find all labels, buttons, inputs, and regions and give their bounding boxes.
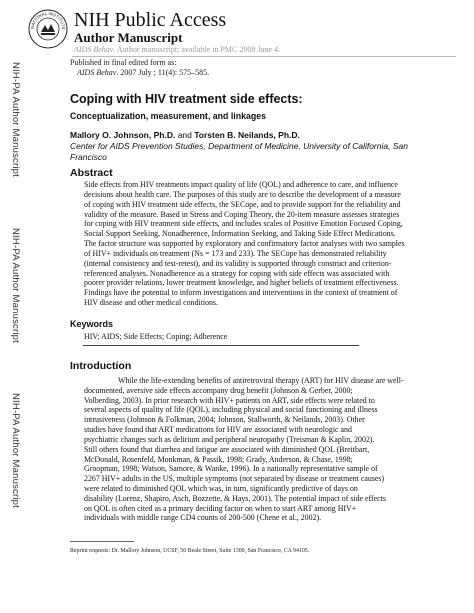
abstract-line: HIV disease and other medical conditions. — [84, 298, 218, 308]
reprint-footnote: Reprint requests: Dr. Mallory Johnson, UCSF, 50 Beale Street, Suite 1300, San Francisco, CA 94105. — [70, 548, 310, 554]
intro-line: on QOL is often cited as a primary deciding factor on when to start ART among HIV+ — [84, 503, 357, 513]
intro-line: 2267 HIV+ adults in the US, multiple symptoms (not separated by disease or treatment causes) — [84, 474, 385, 484]
svg-text:NATIONAL INSTITUTES OF HEALTH: NATIONAL INSTITUTE — [29, 11, 67, 30]
abstract-line: Side effects from HIV treatments impact quality of life (QOL) and adherence to care, and influence — [84, 180, 398, 189]
intro-line: were related to diminished QOL which was, in turn, significantly predictive of days on — [84, 483, 358, 493]
article-title: Coping with HIV treatment side effects: — [70, 92, 303, 106]
intro-line: several aspects of quality of life (QOL), including physical and social functioning and illness — [84, 405, 378, 415]
abstract-line: poorer provider relations, lower treatment knowledge, and higher beliefs of treatment effectiveness. — [84, 278, 399, 288]
abstract-line: Social Support Seeking, Nonadherence, Information Seeking, and Taking Side Effect Medications. — [84, 229, 396, 239]
nih-public-access-title: NIH Public Access — [74, 9, 227, 31]
author-1: Mallory O. Johnson, Ph.D. — [70, 130, 176, 140]
availability-note — [74, 45, 280, 54]
abstract-line: (internal consistency and test-retest), and its validity is supported through construct and criterion- — [84, 258, 392, 268]
side-label-2: NIH-PA Author Manuscript — [10, 228, 21, 343]
footnote-divider — [70, 541, 134, 542]
abstract-line: referenced analyses. Nonadherence as a strategy for coping with side effects was associated with — [84, 268, 390, 278]
journal-name: AIDS Behav — [74, 45, 114, 54]
abstract-line: of HIV+ individuals on treatment (Ns = 173 and 233). The SECope has demonstrated reliability — [84, 248, 387, 258]
author-affiliation: Center for AIDS Prevention Studies, Department of Medicine, University of California, San Francisco — [70, 141, 408, 162]
citation-journal: AIDS Behav — [77, 68, 117, 77]
introduction-heading: Introduction — [70, 360, 132, 372]
intro-line: intrusiveness (Johnson & Folkman, 2004; Johnson, Stallworth, & Neilands, 2003). Other — [84, 415, 365, 425]
abstract-line: decisions about health care. The purposes of this study are to describe the development of a measure — [84, 189, 401, 199]
abstract-line: The factor structure was supported by exploratory and confirmatory factor analyses with two samples — [84, 239, 405, 249]
intro-line: Volberding, 2003). In prior research with HIV+ patients on ART, side effects were related to — [84, 395, 375, 405]
intro-line: Groopman, 1998; Watson, Samore, & Wanke, 1996). In a nationally representative sample of — [84, 464, 378, 474]
author-manuscript-label: Author Manuscript — [74, 30, 183, 45]
author-list — [70, 130, 300, 140]
intro-line: individuals with middle range CD4 counts of 200-500 (Chene et al., 2002). — [84, 513, 322, 523]
availability-text: . Author manuscript; available in PMC 2008 June 4. — [113, 45, 280, 54]
intro-line: Still others found that diarrhea and fatigue are associated with diminished QOL (Breitbart, — [84, 444, 370, 454]
header-divider — [72, 56, 456, 57]
abstract-line: Findings have the potential to inform investigations and interventions in the context of treatment of — [84, 288, 398, 298]
abstract-line: validity of the measure. Based in Stress and Coping Theory, the 20-item measure assesses strategies — [84, 209, 400, 219]
citation-details: . 2007 July ; 11(4): 575–585. — [116, 68, 210, 77]
published-as-label: Published in final edited form as: — [70, 58, 177, 67]
introduction-body — [84, 376, 406, 523]
publication-info — [70, 58, 209, 78]
abstract-line: of coping with HIV treatment side effects, the SECope, and to provide support for the reliability and — [84, 199, 401, 209]
keywords-heading: Keywords — [70, 319, 114, 329]
author-joiner: and — [175, 130, 195, 140]
nih-seal-logo — [28, 9, 68, 49]
abstract-line: for coping with HIV treatment side effects, and includes scales of Positive Emotion Focused Coping, — [84, 219, 403, 229]
citation — [70, 68, 209, 78]
intro-line: McDonald, Rosenfeld, Monkman, & Passik, 1998; Grady, Anderson, & Chase, 1998; — [84, 454, 353, 464]
intro-line: studies have found that ART medications for HIV are associated with neurologic and — [84, 425, 352, 435]
keywords-divider — [83, 345, 359, 346]
abstract-body — [84, 180, 405, 308]
keywords-list: HIV; AIDS; Side Effects; Coping; Adherence — [84, 332, 228, 341]
article-subtitle: Conceptualization, measurement, and linkages — [70, 111, 267, 121]
side-label-1: NIH-PA Author Manuscript — [10, 62, 21, 177]
abstract-heading: Abstract — [70, 167, 113, 179]
intro-line: documented, aversive side effects accompany drug benefit (Johnson & Gerber, 2000; — [84, 385, 353, 395]
side-label-3: NIH-PA Author Manuscript — [10, 393, 21, 508]
intro-line: psychiatric changes such as delirium and peripheral neuropathy (Treisman & Kaplin, 2002). — [84, 434, 375, 444]
intro-line: While the life-extending benefits of antiretroviral therapy (ART) for HIV disease are well- — [118, 376, 404, 385]
intro-line: disability (Lorenz, Shapiro, Asch, Bozzette, & Hays, 2001). The potential impact of side effects — [84, 493, 386, 503]
author-2: Torsten B. Neilands, Ph.D. — [194, 130, 300, 140]
